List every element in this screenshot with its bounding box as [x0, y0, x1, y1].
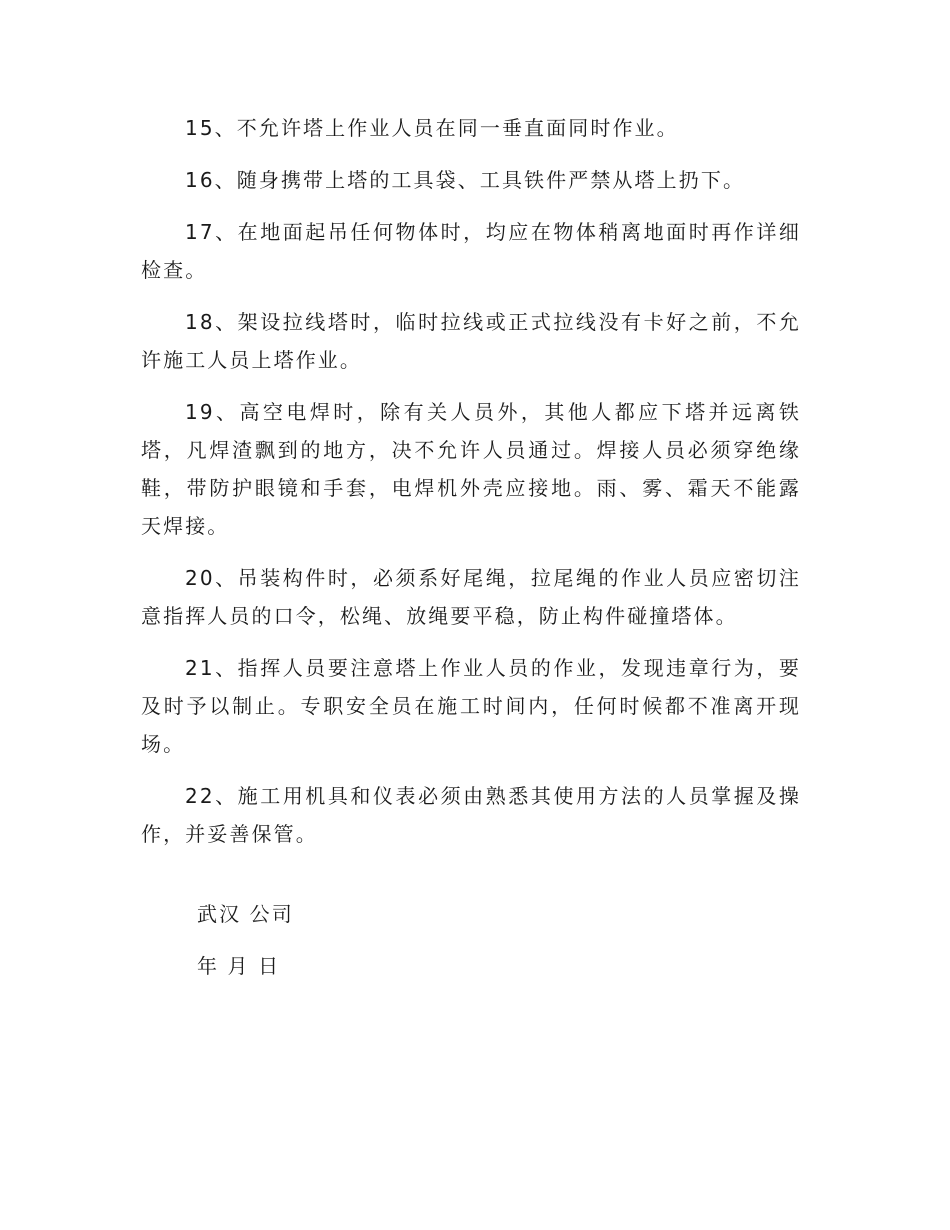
paragraph-item-16: 16、随身携带上塔的工具袋、工具铁件严禁从塔上扔下。: [185, 168, 746, 192]
document-body: [141, 109, 801, 867]
paragraph-item-19: 19、高空电焊时，除有关人员外，其他人都应下塔并远离铁塔，凡焊渣飘到的地方，决不允许人员通过。焊接人员必须穿绝缘鞋，带防护眼镜和手套，电焊机外壳应接地。雨、雾、霜天不能露天焊接。: [141, 400, 801, 538]
paragraph-item-15: 15、不允许塔上作业人员在同一垂直面同时作业。: [185, 116, 679, 140]
paragraph-item-18: 18、架设拉线塔时，临时拉线或正式拉线没有卡好之前，不允许施工人员上塔作业。: [141, 310, 801, 372]
paragraph-item-21: 21、指挥人员要注意塔上作业人员的作业，发现违章行为，要及时予以制止。专职安全员在施工时间内，任何时候都不准离开现场。: [141, 656, 801, 756]
signature-block: [197, 895, 497, 999]
paragraph-item-17: 17、在地面起吊任何物体时，均应在物体稍离地面时再作详细检查。: [141, 220, 801, 282]
signature-company: 武汉 公司: [197, 902, 294, 926]
paragraph-item-22: 22、施工用机具和仪表必须由熟悉其使用方法的人员掌握及操作，并妥善保管。: [141, 784, 801, 846]
paragraph-item-20: 20、吊装构件时，必须系好尾绳，拉尾绳的作业人员应密切注意指挥人员的口令，松绳、放绳要平稳，防止构件碰撞塔体。: [141, 566, 801, 628]
signature-date: 年 月 日: [197, 954, 281, 978]
